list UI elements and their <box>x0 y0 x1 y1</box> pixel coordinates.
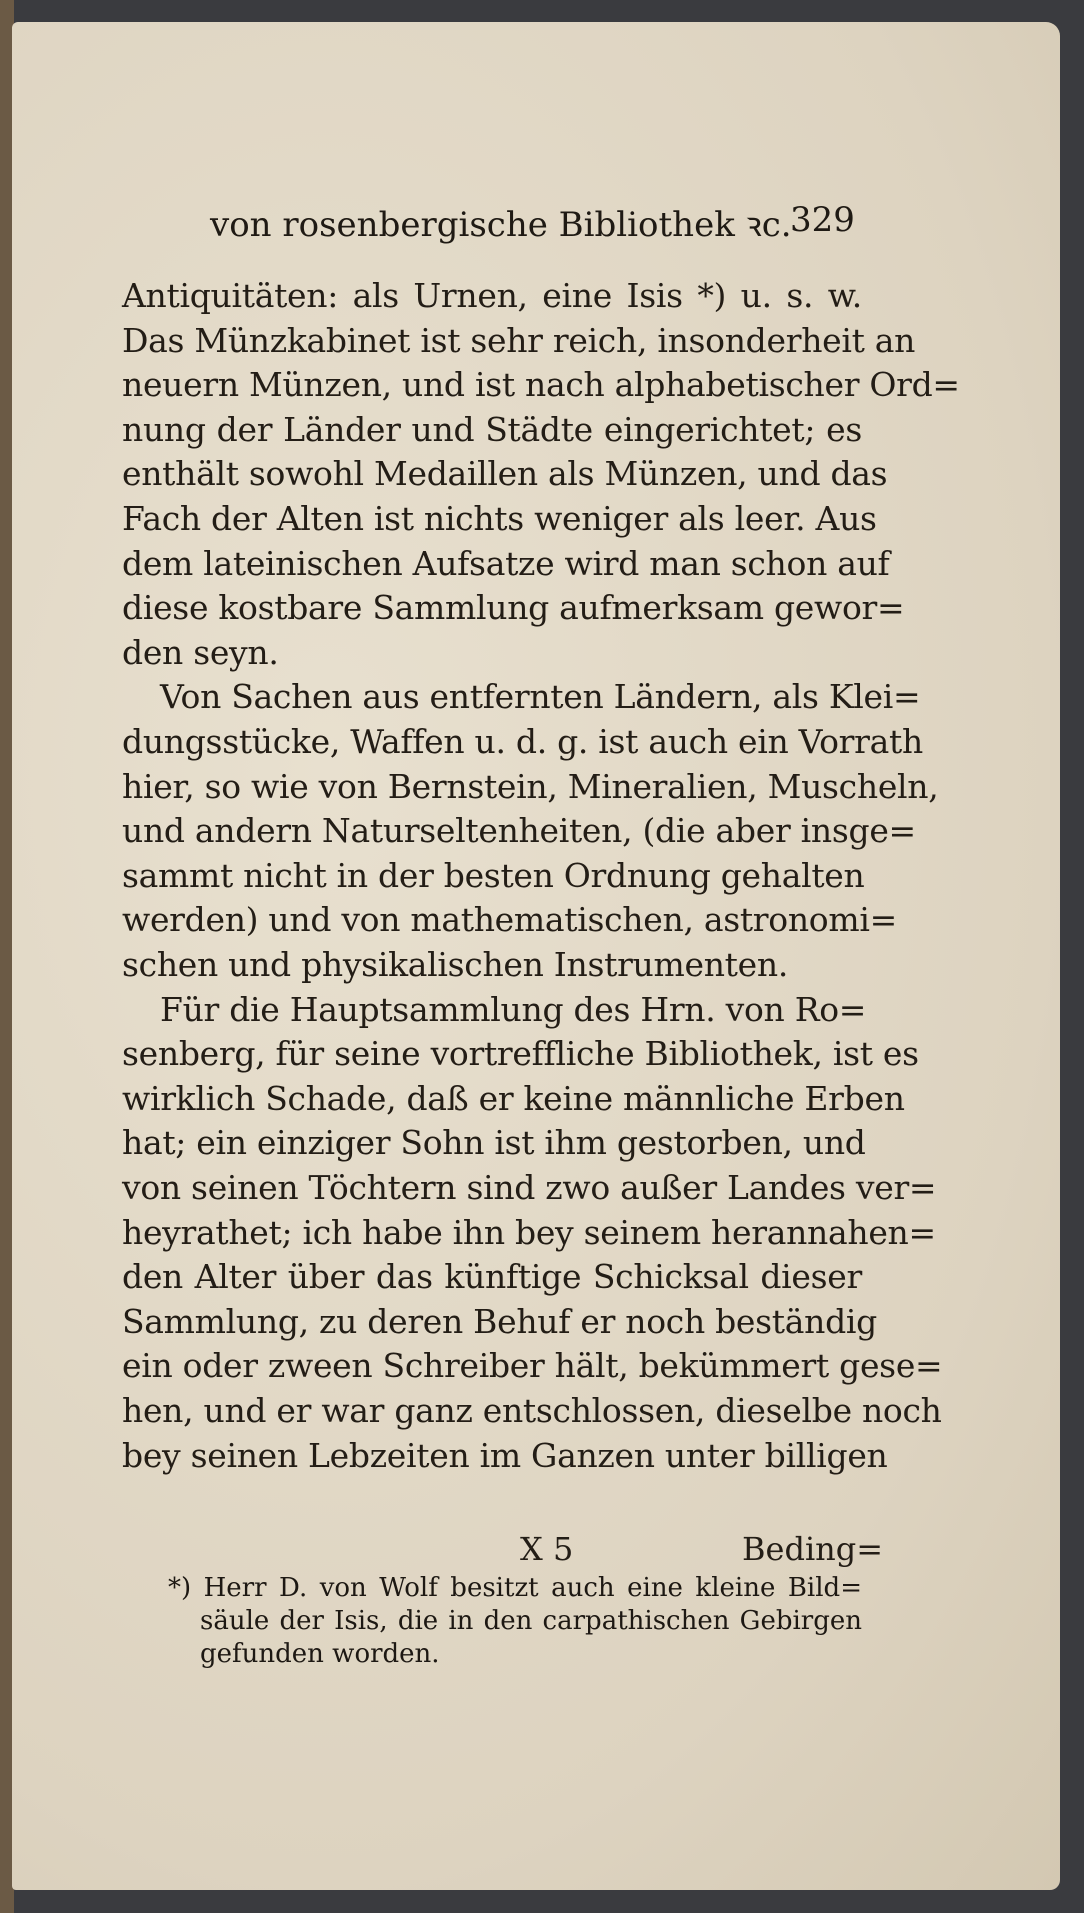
text-line: von seinen Töchtern sind zwo außer Landes ver= <box>122 1168 937 1207</box>
text-line: und andern Naturseltenheiten, (die aber insge= <box>122 811 916 851</box>
text-line: bey seinen Lebzeiten im Ganzen unter billigen <box>122 1435 888 1475</box>
text-line: ein oder zween Schreiber hält, bekümmert gese= <box>122 1346 943 1386</box>
text-line: senberg, für seine vortreffliche Bibliothek, ist es <box>122 1034 919 1074</box>
text-line: hat; ein einziger Sohn ist ihm gestorben, und <box>122 1123 866 1163</box>
text-line: neuern Münzen, und ist nach alphabetischer Ord= <box>122 365 960 405</box>
text-line: Für die Hauptsammlung des Hrn. von Ro= <box>160 989 867 1029</box>
text-line: diese kostbare Sammlung aufmerksam gewor= <box>122 588 905 628</box>
text-line: hier, so wie von Bernstein, Mineralien, Muscheln, <box>122 766 939 806</box>
catchword: Beding= <box>742 1530 884 1568</box>
text-line: Das Münzkabinet ist sehr reich, insonderheit an <box>122 320 916 360</box>
text-line: Von Sachen aus entfernten Ländern, als Klei= <box>160 677 921 717</box>
footnote-line: *) Herr D. von Wolf besitzt auch eine kleine Bild= <box>168 1573 862 1603</box>
text-line: hen, und er war ganz entschlossen, dieselbe noch <box>122 1391 942 1430</box>
text-line: den Alter über das künftige Schicksal dieser <box>122 1257 862 1297</box>
signature-mark: X 5 <box>520 1530 574 1568</box>
text-line: Antiquitäten: als Urnen, eine Isis *) u. s. w. <box>122 276 862 315</box>
text-line: enthält sowohl Medaillen als Münzen, und das <box>122 454 888 494</box>
text-line: wirklich Schade, daß er keine männliche Erben <box>122 1078 905 1118</box>
text-line: sammt nicht in der besten Ordnung gehalten <box>122 855 865 895</box>
footnote-line: säule der Isis, die in den carpathischen Gebirgen <box>200 1606 862 1636</box>
footnote-line: gefunden worden. <box>200 1639 440 1669</box>
text-line: dungsstücke, Waffen u. d. g. ist auch ein Vorrath <box>122 722 923 761</box>
text-line: heyrathet; ich habe ihn bey seinem herannahen= <box>122 1212 936 1252</box>
text-line: schen und physikalischen Instrumenten. <box>122 945 789 984</box>
text-line: Sammlung, zu deren Behuf er noch beständig <box>122 1301 877 1341</box>
text-line: den seyn. <box>122 632 279 672</box>
page-number: 329 <box>790 200 855 240</box>
text-line: nung der Länder und Städte eingerichtet; es <box>122 409 862 449</box>
running-title: von rosenbergische Bibliothek ꝛc. <box>210 205 792 245</box>
text-line: werden) und von mathematischen, astronomi= <box>122 900 897 940</box>
text-line: dem lateinischen Aufsatze wird man schon auf <box>122 543 890 583</box>
text-line: Fach der Alten ist nichts weniger als leer. Aus <box>122 499 877 538</box>
